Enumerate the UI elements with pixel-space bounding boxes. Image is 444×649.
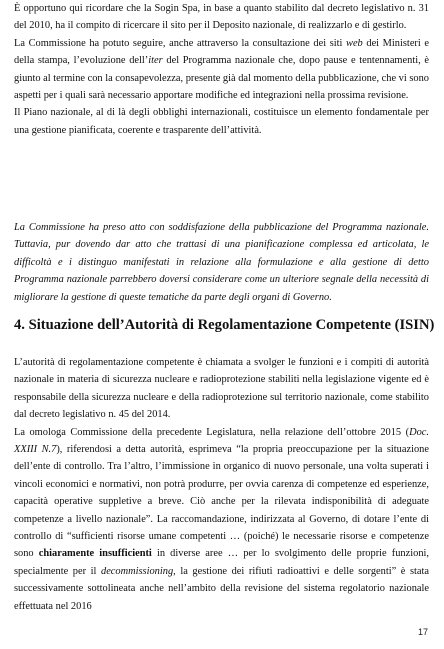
text-run: La omologa Commissione della precedente Legislatura, nella relazione dell’ottobre 2015 ( [14,426,410,438]
paragraph-omologa [14,424,429,615]
paragraph-sogin: È opportuno qui ricordare che la Sogin Spa, in base a quanto stabilito dal decreto legislativo n. 31 del 2010, ha il compito di ricercare il sito per il Deposito nazionale, di realizzarlo e di gestirlo. [14,3,429,32]
paragraph-piano: Il Piano nazionale, al di là degli obblighi internazionali, costituisce un elemento fondamentale per una gestione pianificata, coerente e trasparente dell’attività. [14,107,429,136]
paragraph-commissione [14,35,429,105]
text-run: dei Ministeri e della stampa, l’evoluzione dell’ [14,37,429,67]
conclusion-box [14,219,429,306]
italic-run: Doc. XXIII N.7 [14,426,429,456]
paragraph-autorita: L’autorità di regolamentazione competente è chiamata a svolger le funzioni e i compiti di autorità nazionale in materia di sicurezza nucleare e radioprotezione stabiliti nella legislazione vigente ed è responsabile della sicurezza nucleare e della radioprotezione sul territorio nazionale, come stabilito dal decreto legislativo n. 45 del 2014. [14,357,429,421]
italic-run: decommissioning [101,565,174,577]
italic-run: web [346,37,363,49]
text-run: ), riferendosi a detta autorità, esprimeva “la propria preoccupazione per la situazione dell’ente di controllo. Tra l’altro, l’immissione in organico di nuovo personale, una volta superati i vincoli economici e normativi, non potrà produrre, per ovvia carenza di competenze ed esperienze, capacità operative suppletive a breve. Ciò anche per la rilevata indisponibilità di adeguate competenze a livello nazionale”. La raccomandazione, indirizzata al Governo, di dotare l’ente di controllo di “sufficienti risorse umane competenti … (poiché) le necessarie risorse e competenze sono [14,444,429,560]
text-run: in diverse aree … per lo svolgimento delle proprie funzioni, specialmente per il [14,548,429,577]
section-heading: 4. Situazione dell’Autorità di Regolamentazione Competente (ISIN) [14,317,435,333]
page-number: 17 [417,626,428,637]
paragraph-conclusion-italic: La Commissione ha preso atto con soddisfazione della pubblicazione del Programma nazionale. Tuttavia, pur dovendo dar atto che trattasi di una pianificazione complessa ed articolata, le difficoltà e i distinguo manifestati in relazione alla formulazione e alla gestione di detto Programma nazionale parrebbero doversi considerare come un ulteriore segnale della necessità di migliorare la gestione di queste tematiche da parte degli organi di Governo. [14,222,429,303]
italic-run: iter [148,55,163,67]
intro-section [14,0,429,139]
text-run: La Commissione ha potuto seguire, anche attraverso la consultazione dei siti [14,37,347,49]
text-run: , la gestione dei rifiuti radioattivi e delle sorgenti” è stata successivamente sottolineata anche nell’ambito della revisione del sistema regolatorio nazionale effettuata nel 2016 [14,565,429,612]
text-run: del Programma nazionale che, dopo pause e tentennamenti, è giunto al termine con la consapevolezza, presente già dal momento della pubblicazione, che vi sono aspetti per i quali sarà necessario apportare modifiche ed integrazioni nella prossima revisione. [14,55,429,102]
isin-section [14,354,429,615]
bold-run: chiaramente insufficienti [38,548,152,560]
